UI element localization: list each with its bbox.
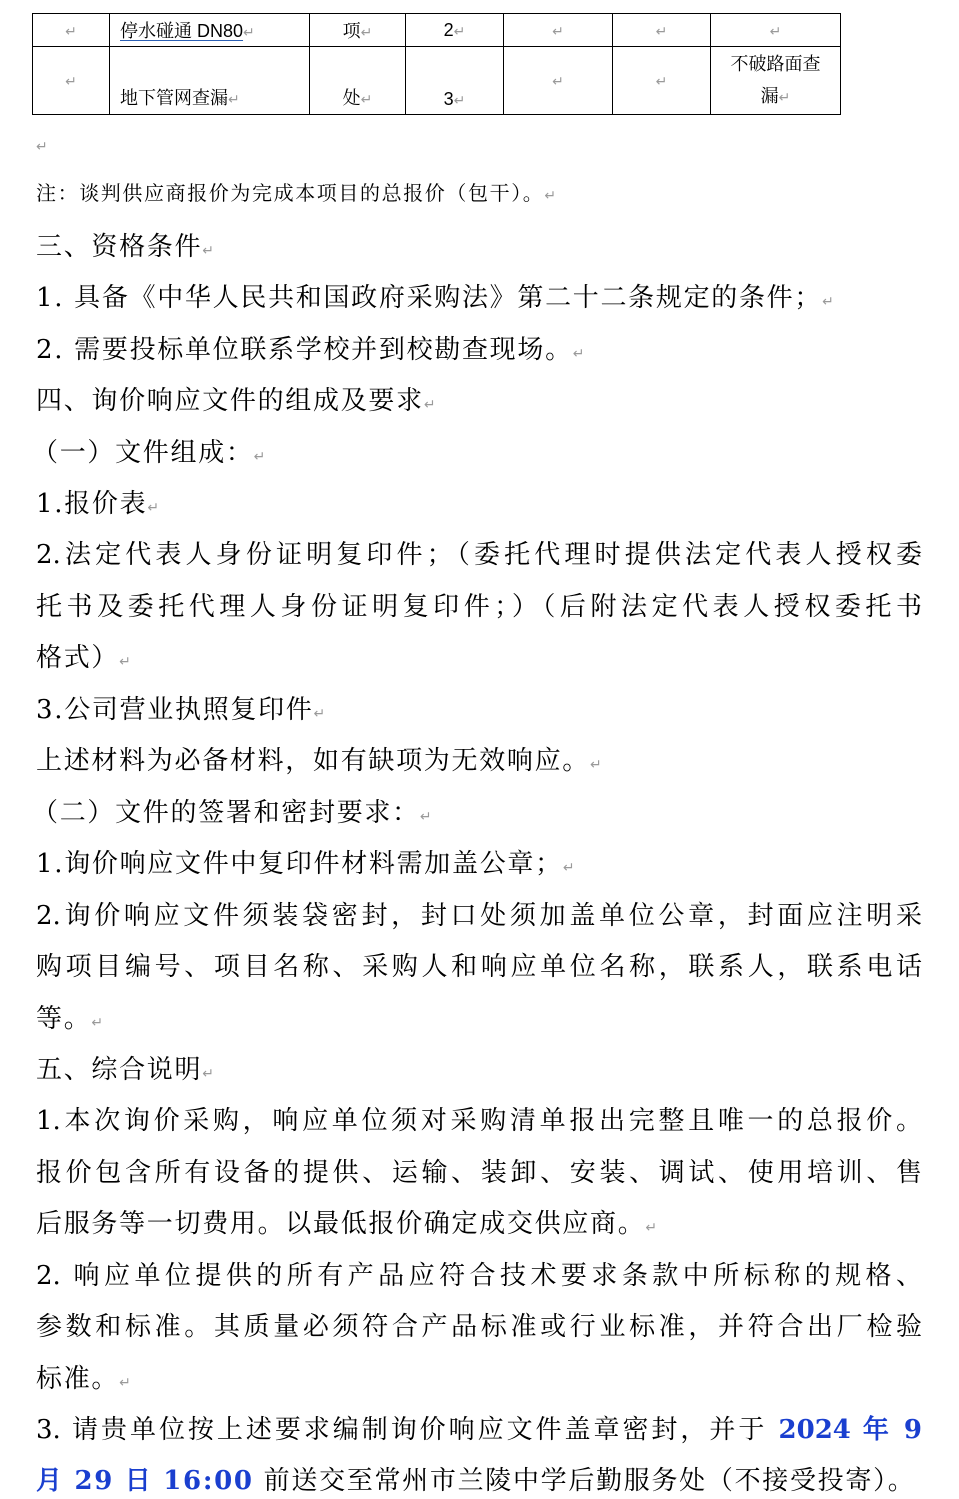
paragraph: 1.询价响应文件中复印件材料需加盖公章；↵ [36,849,577,879]
paragraph: 1.本次询价采购，响应单位须对采购清单报出完整且唯一的总报价。 [36,1106,922,1136]
paragraph: 2.询价响应文件须装袋密封，封口处须加盖单位公章，封面应注明采 [36,901,922,931]
table-cell: ↵ [33,14,110,47]
table-cell-qty: 2↵ [406,14,504,47]
paragraph: 3. 请贵单位按上述要求编制询价响应文件盖章密封，并于 2024 年 9 [36,1415,922,1445]
table-cell-qty: 3↵ [406,47,504,115]
table-cell-note: ↵ [711,14,841,47]
empty-paragraph: ↵ [36,139,50,155]
table-cell-note: 不破路面查 漏↵ [711,47,841,115]
paragraph: 2. 响应单位提供的所有产品应符合技术要求条款中所标称的规格、 [36,1261,922,1291]
quote-table [32,13,841,115]
table-cell-item-name: 地下管网查漏↵ [110,47,310,115]
paragraph: 托书及委托代理人身份证明复印件；）（后附法定代表人授权委托书 [36,592,922,622]
paragraph: 标准。↵ [36,1364,133,1394]
section-5-title: 五、综合说明↵ [36,1055,216,1085]
paragraph: 1.报价表↵ [36,489,161,519]
subsection-title: （一）文件组成：↵ [32,438,268,468]
paragraph: 参数和标准。其质量必须符合产品标准或行业标准，并符合出厂检验 [36,1312,922,1342]
paragraph: 月 29 日 16:00 前送交至常州市兰陵中学后勤服务处（不接受投寄）。 [36,1466,916,1496]
table-row [33,47,841,115]
paragraph: 等。↵ [36,1004,105,1034]
section-3-title: 三、资格条件↵ [36,232,216,262]
deadline-date: 2024 年 9 [778,1415,922,1445]
table-row [33,14,841,47]
table-cell-unit: 项↵ [310,14,406,47]
item-name-link[interactable]: 停水碰通 [120,21,192,41]
table-cell-item-name: 停水碰通 DN80↵ [110,14,310,47]
paragraph: 3.公司营业执照复印件↵ [36,695,327,725]
paragraph: 2.法定代表人身份证明复印件；（委托代理时提供法定代表人授权委 [36,540,922,570]
paragraph: 1. 具备《中华人民共和国政府采购法》第二十二条规定的条件；↵ [36,283,836,313]
paragraph: 购项目编号、项目名称、采购人和响应单位名称，联系人，联系电话 [36,952,922,982]
note-text: 注：谈判供应商报价为完成本项目的总报价（包干）。↵ [36,181,558,205]
paragraph: 2. 需要投标单位联系学校并到校勘查现场。↵ [36,335,587,365]
table-cell: ↵ [613,47,711,115]
table-cell: ↵ [504,14,613,47]
table-cell: ↵ [613,14,711,47]
table-cell-unit: 处↵ [310,47,406,115]
paragraph: 上述材料为必备材料，如有缺项为无效响应。↵ [36,746,604,776]
subsection-title: （二）文件的签署和密封要求：↵ [32,798,434,828]
paragraph: 报价包含所有设备的提供、运输、装卸、安装、调试、使用培训、售 [36,1158,922,1188]
section-4-title: 四、询价响应文件的组成及要求↵ [36,386,438,416]
paragraph: 格式）↵ [36,643,133,673]
table-cell: ↵ [33,47,110,115]
paragraph: 后服务等一切费用。以最低报价确定成交供应商。↵ [36,1209,659,1239]
table-cell: ↵ [504,47,613,115]
deadline-time: 月 29 日 16:00 [36,1466,254,1496]
